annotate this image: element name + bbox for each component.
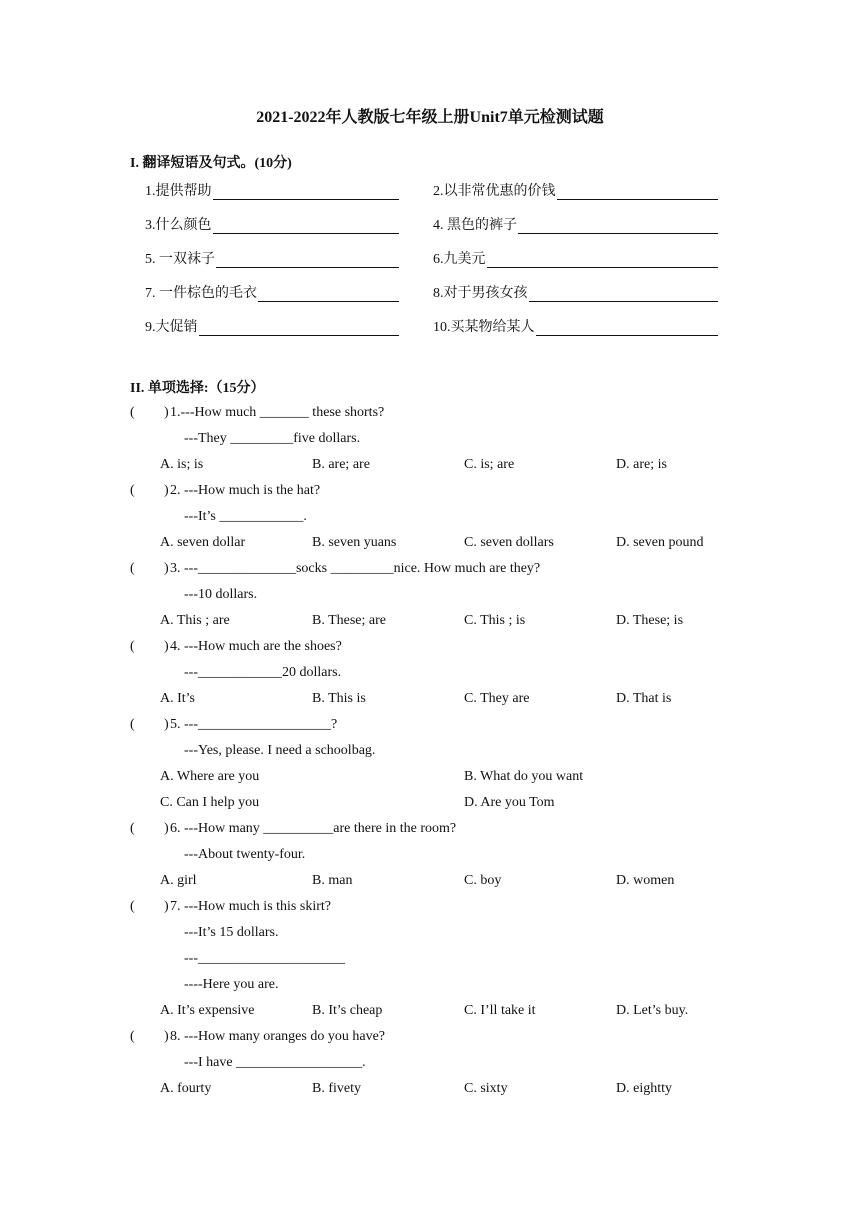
answer-paren[interactable]: ( ) [130,1029,169,1044]
option-d[interactable]: D. eightty [616,1081,672,1096]
option-d[interactable]: D. women [616,873,675,888]
option-d[interactable]: D. That is [616,691,672,706]
section-1-heading: I. 翻译短语及句式。(10分) [130,156,292,171]
option-b[interactable]: B. are; are [312,457,370,472]
option-a[interactable]: A. Where are you [160,769,260,784]
answer-line[interactable] [518,219,718,234]
answer-line[interactable] [557,185,719,200]
question-stem: 1.---How much _______ these shorts? [170,405,385,420]
translation-item: 8.对于男孩女孩 [433,282,718,302]
answer-line[interactable] [258,287,399,302]
question-line: ---They _________five dollars. [184,431,361,446]
option-b[interactable]: B. It’s cheap [312,1003,383,1018]
answer-line[interactable] [199,321,400,336]
question-line: ----Here you are. [184,977,279,992]
answer-line[interactable] [536,321,719,336]
question-line: ---It’s ____________. [184,509,307,524]
section-2-heading: II. 单项选择:（15分） [130,381,265,396]
option-b[interactable]: B. man [312,873,353,888]
option-d[interactable]: D. Are you Tom [464,795,555,810]
translation-item: 1.提供帮助 [145,180,399,200]
answer-paren[interactable]: ( ) [130,483,169,498]
option-d[interactable]: D. Let’s buy. [616,1003,689,1018]
question-stem: 5. ---___________________? [170,717,338,732]
answer-line[interactable] [529,287,719,302]
answer-paren[interactable]: ( ) [130,899,169,914]
option-c[interactable]: C. They are [464,691,530,706]
option-c[interactable]: C. is; are [464,457,515,472]
option-b[interactable]: B. These; are [312,613,386,628]
option-d[interactable]: D. seven pound [616,535,704,550]
option-a[interactable]: A. This ; are [160,613,230,628]
option-b[interactable]: B. seven yuans [312,535,397,550]
translation-item: 3.什么颜色 [145,214,399,234]
question-stem: 2. ---How much is the hat? [170,483,321,498]
question-line: ---____________20 dollars. [184,665,342,680]
answer-paren[interactable]: ( ) [130,405,169,420]
option-a[interactable]: A. fourty [160,1081,212,1096]
translation-item: 6.九美元 [433,248,718,268]
translation-item: 9.大促销 [145,316,399,336]
option-c[interactable]: C. sixty [464,1081,508,1096]
answer-paren[interactable]: ( ) [130,821,169,836]
question-stem: 4. ---How much are the shoes? [170,639,342,654]
translation-item: 7. 一件棕色的毛衣 [145,282,399,302]
option-d[interactable]: D. These; is [616,613,684,628]
option-c[interactable]: C. Can I help you [160,795,260,810]
option-c[interactable]: C. seven dollars [464,535,554,550]
option-b[interactable]: B. This is [312,691,366,706]
question-line: ---Yes, please. I need a schoolbag. [184,743,376,758]
option-a[interactable]: A. It’s [160,691,195,706]
answer-paren[interactable]: ( ) [130,717,169,732]
option-d[interactable]: D. are; is [616,457,667,472]
translation-item: 2.以非常优惠的价钱 [433,180,718,200]
option-c[interactable]: C. boy [464,873,502,888]
question-stem: 8. ---How many oranges do you have? [170,1029,385,1044]
translation-item: 4. 黑色的裤子 [433,214,718,234]
option-a[interactable]: A. seven dollar [160,535,246,550]
option-a[interactable]: A. is; is [160,457,204,472]
option-a[interactable]: A. girl [160,873,197,888]
question-line: ---I have __________________. [184,1055,366,1070]
answer-line[interactable] [213,219,400,234]
question-stem: 6. ---How many __________are there in the room? [170,821,457,836]
answer-paren[interactable]: ( ) [130,639,169,654]
option-c[interactable]: C. This ; is [464,613,526,628]
page-title: 2021-2022年人教版七年级上册Unit7单元检测试题 [256,109,604,126]
answer-line[interactable] [487,253,719,268]
translation-item: 5. 一双袜子 [145,248,399,268]
question-stem: 3. ---______________socks _________nice. How much are they? [170,561,541,576]
answer-paren[interactable]: ( ) [130,561,169,576]
option-a[interactable]: A. It’s expensive [160,1003,255,1018]
question-line: ---10 dollars. [184,587,258,602]
translation-item: 10.买某物给某人 [433,316,718,336]
question-line: ---_____________________ [184,951,345,966]
answer-line[interactable] [216,253,399,268]
option-b[interactable]: B. fivety [312,1081,361,1096]
question-line: ---It’s 15 dollars. [184,925,279,940]
option-c[interactable]: C. I’ll take it [464,1003,536,1018]
option-b[interactable]: B. What do you want [464,769,584,784]
question-stem: 7. ---How much is this skirt? [170,899,331,914]
answer-line[interactable] [213,185,400,200]
question-line: ---About twenty-four. [184,847,306,862]
